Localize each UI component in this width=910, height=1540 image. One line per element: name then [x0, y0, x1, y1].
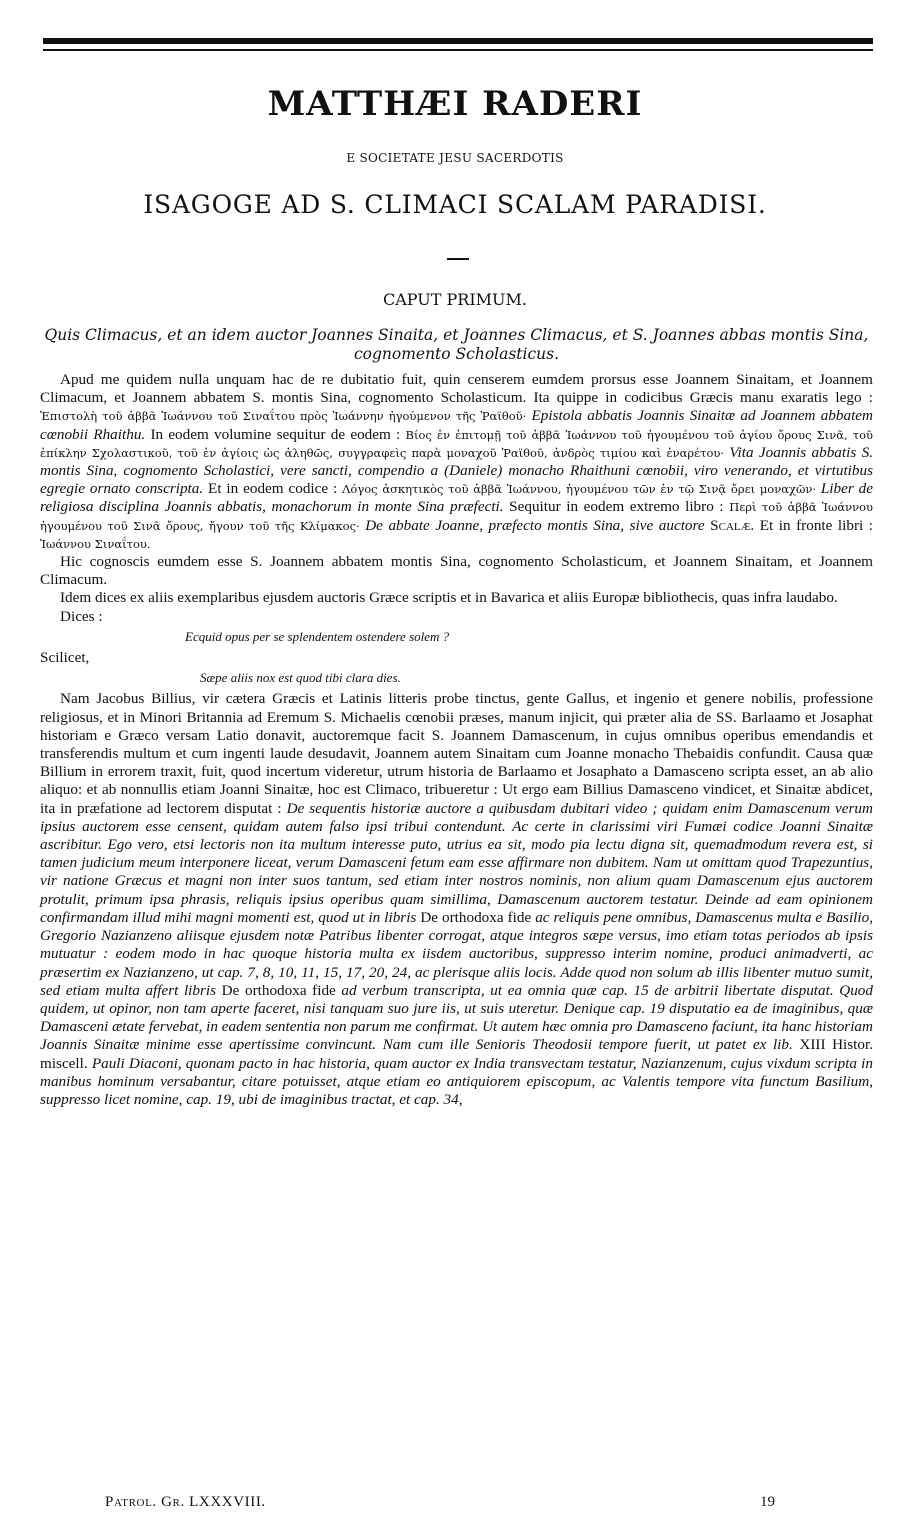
dices-line: Dices :	[60, 607, 103, 625]
chapter-summary: Quis Climacus, et an idem auctor Joannes Sinaita, et Joannes Climacus, et S. Joannes abbas montis Sina, cognomento Scholasticus.	[44, 326, 869, 363]
p4-roman-4: Histor. miscell.	[40, 1036, 873, 1072]
p1-italic-2: Vita Joannis abbatis S. montis Sina, cognomento Scholastici, vere sancti, compendio a (Daniele) monacho Rhaithuni cœnobii, viro venerando, et virtutibus egregie ornato conscripta.	[40, 443, 873, 498]
scilicet-line: Scilicet,	[40, 649, 90, 667]
verse-1: Ecquid opus per se splendentem ostendere solem ?	[185, 628, 450, 644]
work-title: ISAGOGE AD S. CLIMACI SCALAM PARADISI.	[143, 190, 767, 219]
p4-roman-1: De orthodoxa fide	[420, 908, 532, 926]
paragraph-4	[40, 690, 873, 1109]
footer-patrologia: Patrol. Gr. LXXXVIII.	[105, 1494, 266, 1510]
p1-text-d: Sequitur in eodem extremo libro :	[503, 498, 730, 516]
paragraph-2: Hic cognoscis eumdem esse S. Joannem abbatem montis Sina, cognomento Scholasticum, et Joannem Sinaitam, et Joannem Climacum.	[40, 553, 873, 589]
p1-italic-3: Liber de religiosa disciplina Joannis abbatis, monachorum in monte Sina præfecti.	[40, 480, 873, 516]
p1-italic-4: De abbate Joanne, præfecto montis Sina, sive auctore	[359, 516, 711, 534]
p4-italic-2: ac reliquis pene omnibus, Damascenus multa e Basilio, Gregorio Nazianzeno aliisque ejusdem notæ Patribus libenter corrogat, atque integros sæpe versus, imo etiam totas periodos ab ipsis mutuatur : eodem modo in hac quoque historia multa ex iisdem auctoribus, suppresso interim nomine, produci animadverti, ac præsertim ex Nazianzeno, ut cap. 7, 8, 10, 11, 15, 17, 20, 24, ac plerisque aliis locis. Adde quod non solum ab illis libenter mutuo sumit, sed etiam multa affert libris	[40, 908, 873, 999]
p1-scalae: Scalæ.	[710, 516, 755, 534]
p4-italic-4: Pauli Diaconi, quonam pacto in hac historia, quam auctor ex India transvectam testatur, Nazianzenum, cujus vixdum scripta in manibus hominum versabantur, citare potuisset, atque etiam eo antiquiorem episcopum, ac Valentis tempore vita functum Basilium, suppresso licet nomine, cap. 19, ubi de imaginibus tractat, et cap. 34,	[40, 1054, 873, 1108]
p1-greek-1: Ἐπιστολὴ τοῦ ἀββᾶ Ἰωάννου τοῦ Σιναΐτου πρὸς Ἰωάννην ἡγούμενον τῆς Ῥαϊθοῦ·	[40, 409, 527, 424]
page-number: 19	[760, 1494, 775, 1510]
body-text	[40, 371, 873, 1109]
p1-text-c: Et in eodem codice :	[203, 480, 343, 498]
p4-roman-3: XIII	[799, 1036, 826, 1054]
p1-text-a: Apud me quidem nulla unquam hac de re dubitatio fuit, quin censerem eumdem prorsus esse Joannem Sinaitam, et Joannem Climacum, et Joannem abbatem S. montis Sina, cognomento Scholasticum. Ita quippe in codicibus Græcis manu exaratis lego :	[40, 371, 873, 407]
paragraph-3: Idem dices ex aliis exemplaribus ejusdem auctoris Græce scriptis et in Bavarica et aliis Europæ bibliothecis, quas infra laudabo.	[60, 589, 838, 607]
p1-text-e: Et in fronte libri :	[754, 516, 874, 534]
p1-greek-4: Περὶ τοῦ ἀββᾶ Ἰωάννου ἡγουμένου τοῦ Σινᾶ ὄρους, ἤγουν τοῦ τῆς Κλίμακος·	[40, 500, 873, 533]
p1-greek-5: Ἰωάννου Σιναΐτου.	[40, 536, 151, 551]
chapter-heading: CAPUT PRIMUM.	[383, 290, 527, 309]
p4-italic-3: ad verbum transcripta, ut ea omnia quæ cap. 15 de arbitrii libertate disputat. Quod quidem, ut opinor, non tam aperte faceret, nisi tanquam suo jure iis, ut suis uteretur. Denique cap. 19 disputatio ea de imaginibus, quæ Damasceni ætate fervebat, in eadem sententia non parum me confirmat. Ut autem hæc omnia pro Damasceno faciunt, ita hanc historiam Joannis Sinaitæ minime esse apertissime convincunt. Nam cum ille Senioris Theodosii tempore fuerit, ut patet ex lib.	[40, 981, 873, 1054]
p4-text-a: Nam Jacobus Billius, vir cætera Græcis et Latinis litteris probe tinctus, gente Gallus, et ingenio et genere nobilis, professione religiosus, et in Minori Britannia ad Eremum S. Michaelis cœnobii præses, manum injicit, qui præter alia de SS. Barlaamo et Josaphat historiam e Græco versam Latio donavit, auctoremque facit S. Joannem Damascenum, in cujus omnibus operibus emendandis et transferendis multum et cum ingenti laude desudavit, Joannem autem Sinaitam cum Joanne monacho Thebaidis confundit. Causa quæ Billium in errorem traxit, fuit, quod incertum videretur, utrum historia de Barlaamo et Josaphato a Damasceno scripta esset, an ab alio aliquo: et ab nonnullis etiam Joanni Sinaitæ, hoc est Climaco, tribueretur : Ut ergo eam Billius Damasceno vindicet, et Sinaitæ abdicet, ita in præfatione ad lectorem disputat :	[40, 690, 873, 817]
author-subtitle: E SOCIETATE JESU SACERDOTIS	[346, 151, 564, 165]
top-rule-thin	[43, 49, 873, 51]
p1-italic-1: Epistola abbatis Joannis Sinaitæ ad Joannem abbatem cœnobii Rhaithu.	[40, 407, 874, 443]
p4-roman-2: De orthodoxa fide	[221, 981, 336, 999]
separator-dash	[447, 258, 469, 260]
author-title: MATTHÆI RADERI	[267, 84, 643, 124]
p1-greek-2: Βίος ἐν ἐπιτομῇ τοῦ ἀββᾶ Ἰωάννου τοῦ ἡγουμένου τοῦ ἁγίου ὄρους Σινᾶ, τοῦ ἐπίκλην Σχολαστικοῦ, τοῦ ἐν ἁγίοις ὡς ἀληθῶς, συγγραφεὶς παρὰ μοναχοῦ Ῥαϊθοῦ, ἀνδρὸς τιμίου καὶ ἐναρέτου·	[40, 427, 874, 460]
p1-text-b: In eodem volumine sequitur de eodem :	[145, 425, 406, 443]
top-rule-thick	[43, 38, 873, 44]
paragraph-1	[40, 371, 873, 553]
p4-italic-1: De sequentis historiæ auctore a quibusdam dubitari video ; quidam enim Damascenum verum ipsius auctorem esse censent, quidam autem falso ipsi tribui contendunt. Ac certe in clarissimi viri Fumæi codice Joanni Sinaitæ ascribitur. Ego vero, etsi lectoris non ita multum interesse puto, utrius ea sit, modo pia lectu digna sit, quemadmodum revera est, si tamen judicium meum interponere liceat, verum Damasceni fetum eam esse affirmare non dubitem. Nam ut omittam quod Trapezuntius, vir natione Græcus et magni non inter suos tantum, sed etiam inter nostros nominis, non alium quam Damascenum ejus auctorem protulit, primum ipsa phrasis, reliquis ipsius operibus quam simillima, Damascenum auctorem testatur. Deinde ad eam opinionem confirmandam illud mihi magni momenti est, quod ut in libris	[40, 799, 873, 926]
p1-greek-3: Λόγος ἀσκητικὸς τοῦ ἀββᾶ Ἰωάννου, ἡγουμένου τῶν ἐν τῷ Σινᾷ ὄρει μοναχῶν·	[342, 482, 816, 497]
verse-2: Sæpe aliis nox est quod tibi clara dies.	[200, 670, 401, 686]
